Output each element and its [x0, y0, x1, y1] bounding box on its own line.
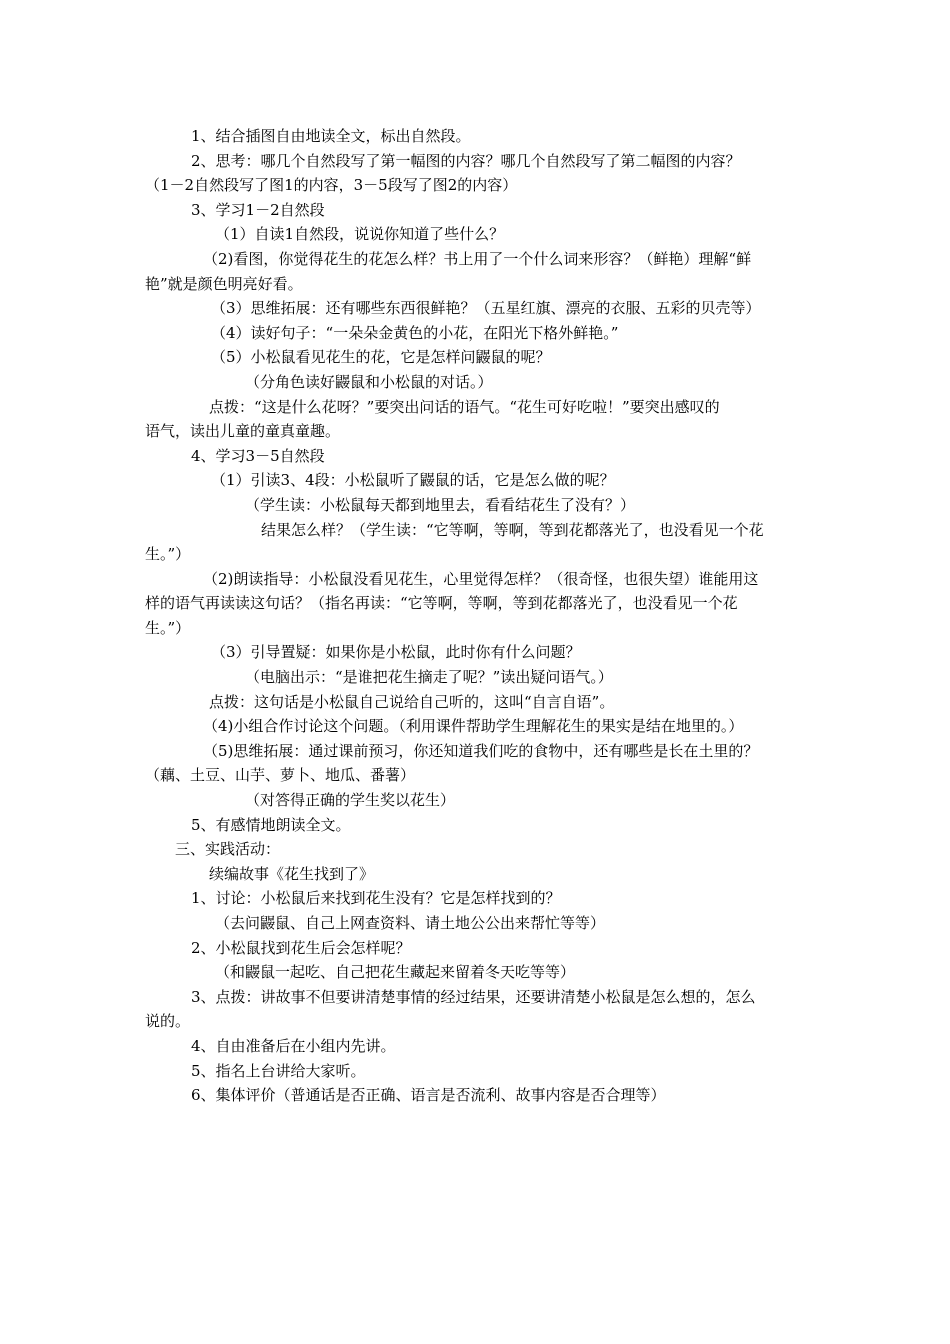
- text-line: （2)朗读指导：小松鼠没看见花生，心里觉得怎样？（很奇怪，也很失望）谁能用这: [203, 569, 759, 588]
- text-line: 5、有感情地朗读全文。: [191, 815, 351, 834]
- text-line: （学生读：小松鼠每天都到地里去，看看结花生了没有？）: [245, 495, 636, 514]
- text-line: 2、思考：哪几个自然段写了第一幅图的内容？哪几个自然段写了第二幅图的内容？: [191, 151, 741, 170]
- text-line: （4)小组合作讨论这个问题。（利用课件帮助学生理解花生的果实是结在地里的。）: [203, 717, 744, 736]
- text-line: （分角色读好鼹鼠和小松鼠的对话。）: [245, 372, 493, 391]
- text-line: 点拨：“这是什么花呀？”要突出问话的语气。“花生可好吃啦！”要突出感叹的: [209, 397, 720, 416]
- text-line: （对答得正确的学生奖以花生）: [245, 791, 456, 810]
- text-line: 1、结合插图自由地读全文，标出自然段。: [191, 127, 471, 145]
- text-line: 三、实践活动：: [175, 840, 281, 859]
- text-line: 4、学习3－5自然段: [191, 446, 325, 465]
- text-line: 生。”）: [145, 618, 191, 637]
- text-line: 6、集体评价（普通话是否正确、语言是否流利、故事内容是否合理等）: [191, 1086, 666, 1105]
- text-line: 艳”就是颜色明亮好看。: [145, 274, 303, 293]
- text-line: （和鼹鼠一起吃、自己把花生藏起来留着冬天吃等等）: [215, 963, 576, 982]
- text-line: 2、小松鼠找到花生后会怎样呢？: [191, 938, 411, 957]
- text-line: 5、指名上台讲给大家听。: [191, 1061, 366, 1080]
- text-line: （1）自读1自然段，说说你知道了些什么？: [215, 225, 505, 244]
- text-line: （电脑出示：“是谁把花生摘走了呢？”读出疑问语气。）: [245, 668, 613, 687]
- text-line: （3）引导置疑：如果你是小松鼠，此时你有什么问题？: [211, 643, 581, 662]
- text-line: 语气，读出儿童的童真童趣。: [145, 422, 341, 441]
- text-line: （去问鼹鼠、自己上网查资料、请土地公公出来帮忙等等）: [215, 914, 606, 932]
- text-line: （5)思维拓展：通过课前预习，你还知道我们吃的食物中，还有哪些是长在土里的？: [203, 741, 759, 760]
- text-line: （5）小松鼠看见花生的花，它是怎样问鼹鼠的呢？: [211, 348, 551, 367]
- text-line: 结果怎么样？（学生读：“它等啊，等啊，等到花都落光了，也没看见一个花: [261, 520, 764, 539]
- text-line: （4）读好句子：“一朵朵金黄色的小花，在阳光下格外鲜艳。”: [211, 323, 619, 342]
- text-line: 3、点拨：讲故事不但要讲清楚事情的经过结果，还要讲清楚小松鼠是怎么想的，怎么: [191, 987, 756, 1006]
- document-body: [145, 124, 813, 1108]
- text-line: 1、讨论：小松鼠后来找到花生没有？它是怎样找到的？: [191, 889, 561, 908]
- text-line: （2)看图，你觉得花生的花怎么样？书上用了一个什么词来形容？（鲜艳）理解“鲜: [203, 249, 752, 268]
- text-line: 说的。: [145, 1012, 191, 1031]
- text-line: （1－2自然段写了图1的内容，3－5段写了图2的内容）: [145, 176, 518, 195]
- text-line: 点拨：这句话是小松鼠自己说给自己听的，这叫“自言自语”。: [209, 692, 615, 711]
- text-line: 4、自由准备后在小组内先讲。: [191, 1036, 396, 1055]
- text-line: 续编故事《花生找到了》: [209, 864, 375, 883]
- text-line: （1）引读3、4段：小松鼠听了鼹鼠的话，它是怎么做的呢？: [211, 471, 615, 490]
- text-line: 生。”）: [145, 545, 191, 564]
- text-line: （3）思维拓展：还有哪些东西很鲜艳？（五星红旗、漂亮的衣服、五彩的贝壳等）: [211, 299, 761, 318]
- text-line: （藕、土豆、山芋、萝卜、地瓜、番薯）: [145, 766, 416, 785]
- text-line: 3、学习1－2自然段: [191, 200, 325, 219]
- text-line: 样的语气再读读这句话？（指名再读：“它等啊，等啊，等到花都落光了，也没看见一个花: [145, 594, 738, 613]
